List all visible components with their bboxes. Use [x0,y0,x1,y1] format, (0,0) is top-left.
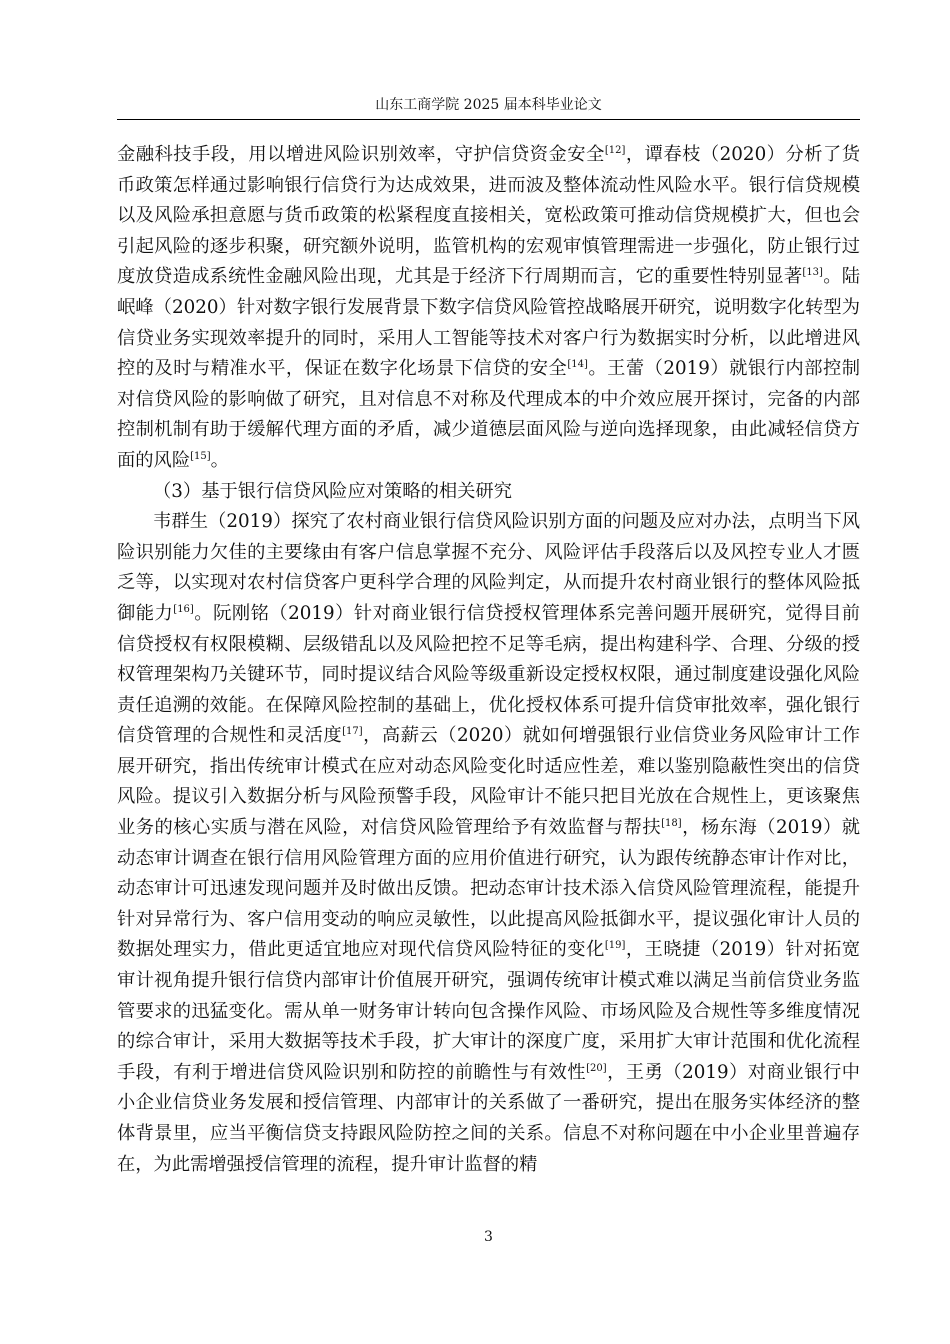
paragraph-text: ，王勇（2019）对商业银行中小企业信贷业务发展和授信管理、内部审计的关系做了一番研究，提出在服务实体经济的整体背景里，应当平衡信贷支持跟风险防控之间的关系。信息不对称问题在中小企业里普遍存在，为此需增强授信管理的流程，提升审计监督的精 [117,1061,861,1175]
paragraph-text: 。阮刚铭（2019）针对商业银行信贷授权管理体系完善问题开展研究，觉得目前信贷授权有权限模糊、层级错乱以及风险把控不足等毛病，提出构建科学、合理、分级的授权管理架构乃关键环节，同时提议结合风险等级重新设定授权权限，通过制度建设强化风险责任追溯的效能。在保障风险控制的基础上，优化授权体系可提升信贷审批效率，强化银行信贷管理的合规性和灵活度 [117,602,861,747]
paragraph-text: 金融科技手段，用以增进风险识别效率，守护信贷资金安全 [117,144,605,165]
citation-ref: [17] [342,726,363,738]
paragraph-text: 。王蕾（2019）就银行内部控制对信贷风险的影响做了研究，且对信息不对称及代理成本的中介效应展开探讨，完备的内部控制机制有助于缓解代理方面的矛盾，减少道德层面风险与逆向选择现象，由此减轻信贷方面的风险 [117,358,861,471]
citation-ref: [20] [586,1062,607,1074]
paragraph-text: （3）基于银行信贷风险应对策略的相关研究 [153,480,512,502]
section-subheading [117,477,860,508]
citation-ref: [12] [604,145,626,156]
paragraph-text: ，王晓捷（2019）针对拓宽审计视角提升银行信贷内部审计价值展开研究，强调传统审计模式难以满足当前信贷业务监管要求的迅猛变化。需从单一财务审计转向包含操作风险、市场风险及合规性等多维度情况的综合审计，采用大数据等技术手段，扩大审计的深度广度，采用扩大审计范围和优化流程手段，有利于增进信贷风险识别和防控的前瞻性与有效性 [117,939,861,1083]
body-paragraph [117,507,860,1180]
paragraph-text: ，谭春枝（2020）分析了货币政策怎样通过影响银行信贷行为达成效果，进而波及整体流动性风险水平。银行信贷规模以及风险承担意愿与货币政策的松紧程度直接相关，宽松政策可推动信贷规模扩大，但也会引起风险的逐步积聚，研究额外说明，监管机构的宏观审慎管理需进一步强化，防止银行过度放贷造成系统性金融风险出现，尤其是于经济下行周期而言，它的重要性特别显著 [117,144,861,288]
citation-ref: [13] [802,267,823,279]
citation-ref: [19] [604,940,626,952]
body-text [117,140,860,1180]
page-header: 山东工商学院 2025 届本科毕业论文 [375,97,602,113]
body-paragraph [117,140,860,477]
citation-ref: [14] [567,359,588,371]
paragraph-text: 。 [210,449,229,471]
paragraph-text: ，杨东海（2019）就动态审计调查在银行信用风险管理方面的应用价值进行研究，认为跟传统静态审计作对比，动态审计可迅速发现问题并及时做出反馈。把动态审计技术添入信贷风险管理流程，能提升针对异常行为、客户信用变动的响应灵敏性，以此提高风险抵御水平，提议强化审计人员的数据处理实力，借此更适宜地应对现代信贷风险特征的变化 [117,817,861,961]
citation-ref: [16] [173,603,194,615]
citation-ref: [15] [190,450,211,462]
paragraph-text: ，高薪云（2020）就如何增强银行业信贷业务风险审计工作展开研究，指出传统审计模式在应对动态风险变化时适应性差，难以鉴别隐蔽性突出的信贷风险。提议引入数据分析与风险预警手段，风险审计不能只把目光放在合规性上，更该聚焦业务的核心实质与潜在风险，对信贷风险管理给予有效监督与帮扶 [117,725,860,839]
header-rule [117,119,860,120]
paragraph-text: 韦群生（2019）探究了农村商业银行信贷风险识别方面的问题及应对办法，点明当下风险识别能力欠佳的主要缘由有客户信息掌握不充分、风险评估手段落后以及风控专业人才匮乏等，以实现对农村信贷客户更科学合理的风险判定，从而提升农村商业银行的整体风险抵御能力 [117,511,860,624]
paragraph-text: 。陆岷峰（2020）针对数字银行发展背景下数字信贷风险管控战略展开研究，说明数字化转型为信贷业务实现效率提升的同时，采用人工智能等技术对客户行为数据实时分析，以此增进风控的及时与精准水平，保证在数字化场景下信贷的安全 [117,266,861,380]
citation-ref: [18] [661,818,682,830]
page-number: 3 [484,1229,493,1245]
